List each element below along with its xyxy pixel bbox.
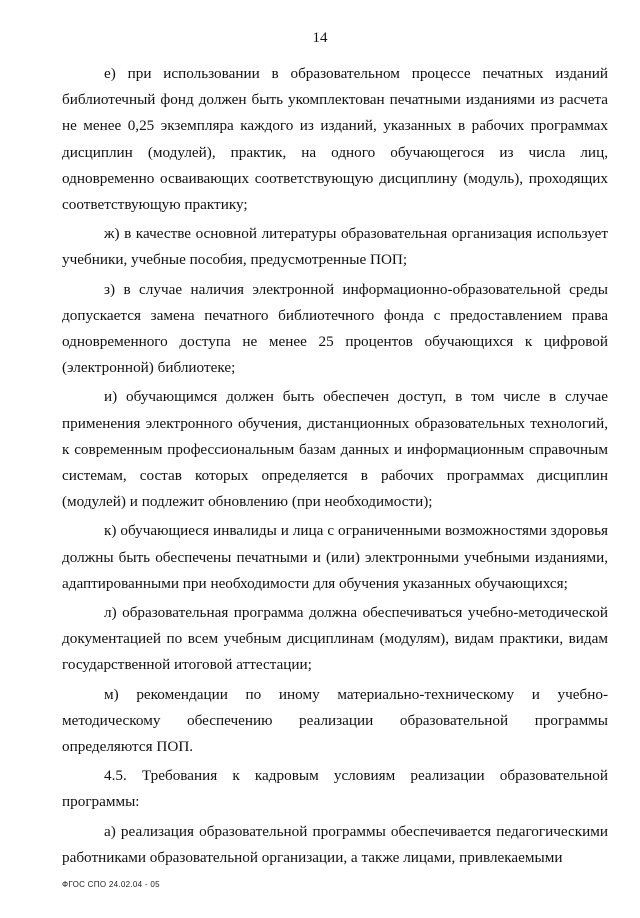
paragraph-i: и) обучающимся должен быть обеспечен доступ, в том числе в случае применения электронного обучения, дистанционных образовательных технологий, к современным профессиональным базам данных и информационным справочным системам, состав которых определяется в рабочих программах дисциплин (модулей) и подлежит обновлению (при необходимости); [62,388,608,511]
paragraph-k: к) обучающиеся инвалиды и лица с ограниченными возможностями здоровья должны быть обеспечены печатными и (или) электронными учебными изданиями, адаптированными при необходимости для обучения указанных обучающихся; [62,522,608,592]
paragraph-l: л) образовательная программа должна обеспечиваться учебно-методической документацией по всем учебным дисциплинам (модулям), видам практики, видам государственной итоговой аттестации; [62,604,608,674]
page-number: 14 [312,30,328,46]
paragraph-m: м) рекомендации по иному материально-техническому и учебно-методическому обеспечению реализации образовательной программы определяются ПОП. [62,685,608,756]
paragraph-e: е) при использовании в образовательном процессе печатных изданий библиотечный фонд должен быть укомплектован печатными изданиями из расчета не менее 0,25 экземпляра каждого из изданий, указанных в рабочих программах дисциплин (модулей), практик, на одного обучающегося из числа лиц, одновременно осваивающих соответствующую дисциплину (модуль), проходящих соответствующую практику; [62,65,608,214]
paragraph-zh: ж) в качестве основной литературы образовательная организация использует учебники, учебные пособия, предусмотренные ПОП; [62,225,608,269]
section-4-5-heading: 4.5. Требования к кадровым условиям реализации образовательной программы: [62,767,608,811]
document-body [62,61,608,874]
footer-document-code: ФГОС СПО 24.02.04 - 05 [62,880,160,889]
paragraph-a: а) реализация образовательной программы обеспечивается педагогическими работниками образовательной организации, а также лицами, привлекаемыми [62,822,608,866]
paragraph-z: з) в случае наличия электронной информационно-образовательной среды допускается замена печатного библиотечного фонда с предоставлением права одновременного доступа не менее 25 процентов обучающихся к цифровой (электронной) библиотеке; [62,280,608,377]
